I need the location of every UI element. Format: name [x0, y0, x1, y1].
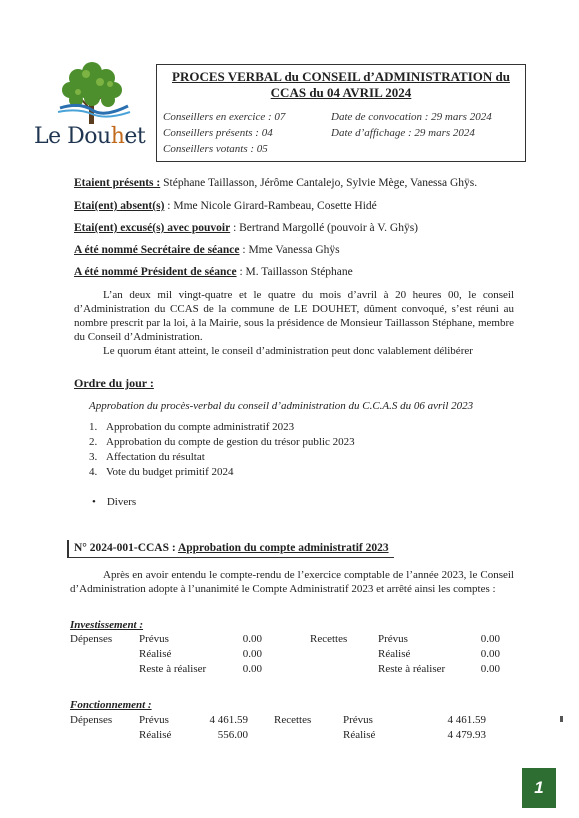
- inv-depenses-label: Dépenses: [70, 633, 113, 645]
- fct-recettes-label: Recettes: [274, 714, 312, 726]
- inv-dep-prevus-label: Prévus: [139, 633, 169, 645]
- excuses-line: Etai(ent) excusé(s) avec pouvoir : Bertrand Margollé (pouvoir à V. Ghÿs): [74, 222, 418, 234]
- agenda-item: 2. Approbation du compte de gestion du trésor public 2023: [89, 436, 355, 448]
- inv-dep-prevus-value: 0.00: [242, 633, 262, 645]
- agenda-item: 3. Affectation du résultat: [89, 451, 205, 463]
- inv-rec-prevus-value: 0.00: [480, 633, 500, 645]
- fct-dep-realise-label: Réalisé: [139, 729, 172, 741]
- fct-rec-prevus-value: 4 461.59: [447, 714, 486, 726]
- fonctionnement-label: Fonctionnement :: [70, 699, 152, 711]
- inv-rec-reste-value: 0.00: [480, 663, 500, 675]
- inv-rec-realise-value: 0.00: [480, 648, 500, 660]
- section-paragraph: Après en avoir entendu le compte-rendu de l’exercice comptable de l’année 2023, le Conseil d’Administration adopte à l’unanimité le Compte Administratif 2023 et arrêté ainsi les comptes :: [70, 569, 514, 595]
- fct-dep-realise-value: 556.00: [217, 729, 248, 741]
- page-number: 1: [522, 768, 556, 808]
- inv-dep-realise-value: 0.00: [242, 648, 262, 660]
- agenda-intro: Approbation du procès-verbal du conseil d’administration du C.C.A.S du 06 avril 2023: [89, 400, 474, 412]
- bullet-icon: •: [92, 496, 96, 508]
- secretaire-line: A été nommé Secrétaire de séance : Mme Vanessa Ghÿs: [74, 244, 340, 256]
- fct-dep-prevus-label: Prévus: [139, 714, 169, 726]
- president-line: A été nommé Président de séance : M. Taillasson Stéphane: [74, 266, 353, 278]
- agenda-label: Ordre du jour :: [74, 376, 154, 390]
- logo-wordmark: Le Douhet: [34, 124, 146, 149]
- inv-recettes-label: Recettes: [310, 633, 348, 645]
- conseillers-presents: Conseillers présents : 04: [163, 127, 273, 139]
- fct-depenses-label: Dépenses: [70, 714, 113, 726]
- fct-dep-prevus-value: 4 461.59: [209, 714, 248, 726]
- agenda-list: [89, 420, 355, 480]
- header-box: [156, 64, 526, 162]
- intro-paragraphs: L’an deux mil vingt-quatre et le quatre du mois d’avril à 20 heures 00, le conseil d’Administration du CCAS de la commune de LE DOUHET, dûment convoqué, s’est réuni au nombre prescrit par la loi, à la Mairie, sous la présidence de Monsieur Taillasson Stéphane, membre du Conseil d’Administration. Le quorum étant atteint, le conseil d’administration peut donc valablement délibérer: [74, 289, 514, 357]
- fct-rec-realise-label: Réalisé: [343, 729, 376, 741]
- agenda-item: 1. Approbation du compte administratif 2023: [89, 421, 295, 433]
- fct-rec-prevus-label: Prévus: [343, 714, 373, 726]
- date-affichage: Date d’affichage : 29 mars 2024: [331, 127, 475, 139]
- conseillers-votants: Conseillers votants : 05: [163, 143, 268, 155]
- margin-mark: [560, 716, 563, 722]
- fct-rec-realise-value: 4 479.93: [447, 729, 486, 741]
- inv-dep-reste-label: Reste à réaliser: [139, 663, 207, 675]
- inv-dep-reste-value: 0.00: [242, 663, 262, 675]
- inv-rec-reste-label: Reste à réaliser: [378, 663, 446, 675]
- agenda-divers: • Divers: [92, 496, 137, 508]
- inv-rec-realise-label: Réalisé: [378, 648, 411, 660]
- conseillers-exercice: Conseillers en exercice : 07: [163, 111, 286, 123]
- inv-rec-prevus-label: Prévus: [378, 633, 408, 645]
- presents-line: Etaient présents : Stéphane Taillasson, Jérôme Cantalejo, Sylvie Mège, Vanessa Ghÿs.: [74, 177, 478, 189]
- section-heading: N° 2024-001-CCAS : Approbation du compte administratif 2023: [67, 540, 394, 558]
- document-title: PROCES VERBAL du CONSEIL d’ADMINISTRATION du CCAS du 04 AVRIL 2024: [172, 69, 510, 100]
- date-convocation: Date de convocation : 29 mars 2024: [331, 111, 492, 123]
- inv-dep-realise-label: Réalisé: [139, 648, 172, 660]
- investissement-label: Investissement :: [70, 619, 144, 631]
- agenda-item: 4. Vote du budget primitif 2024: [89, 466, 234, 478]
- absents-line: Etai(ent) absent(s) : Mme Nicole Girard-Rambeau, Cosette Hidé: [74, 200, 377, 212]
